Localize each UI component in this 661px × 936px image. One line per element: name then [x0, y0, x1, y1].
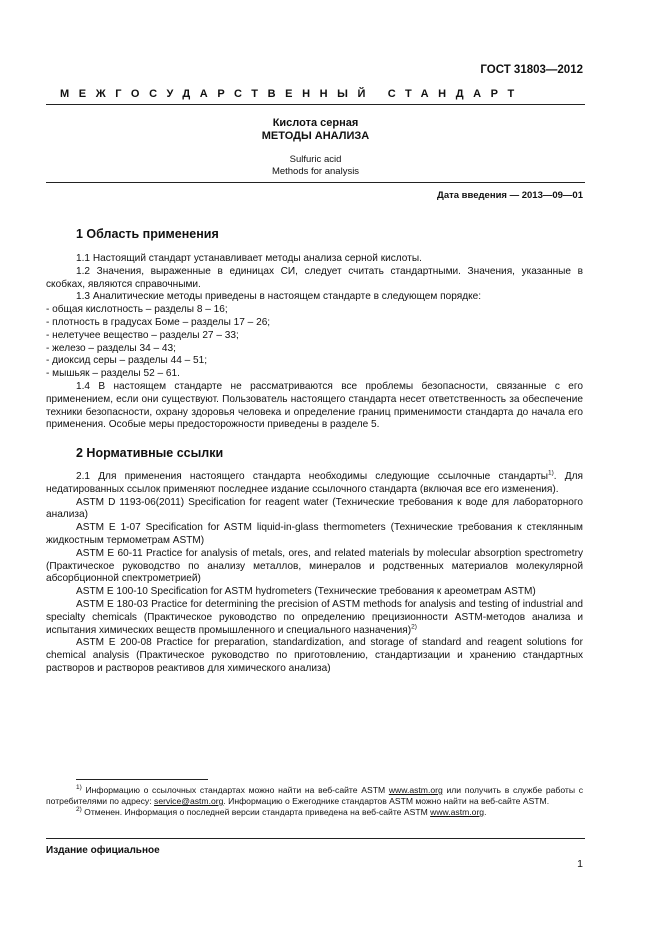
reference-item: ASTM D 1193-06(2011) Specification for reagent water (Технические требования к воде для лабораторного анализа): [46, 496, 583, 521]
reference-item: ASTM E 200-08 Practice for preparation, standardization, and storage of standard and reagent solutions for chemical analysis (Практическое руководство по приготовлению, стандартизации и хранению стандартных растворов и растворов реактивов для химического анализа): [46, 637, 583, 674]
reference-item: ASTM E 1-07 Specification for ASTM liquid-in-glass thermometers (Технические требования к стеклянным жидкостным термометрам ASTM): [46, 522, 583, 546]
paragraph-1-3: 1.3 Аналитические методы приведены в настоящем стандарте в следующем порядке:: [76, 291, 482, 303]
reference-item: ASTM E 180-03 Practice for determining the precision of ASTM methods for analysis and testing of industrial and specialty chemicals (Практическое руководство по определению прецизионности ASTM-методов анализа и испытания химических веществ промышленного и специального назначения)$^{2)}$: [46, 598, 583, 636]
introduction-date: Дата введения — 2013—09—01: [437, 190, 583, 201]
paragraph-1-2: 1.2 Значения, выраженные в единицах СИ, следует считать стандартными. Значения, указанные в скобках, являются справочными.: [46, 265, 583, 290]
title-en: Sulfuric acid: [289, 154, 342, 165]
page-number: 1: [577, 858, 583, 870]
title-rule: [46, 182, 585, 183]
title-ru: Кислота серная: [272, 117, 359, 129]
section-1-body: [46, 253, 583, 432]
section-2-body: [46, 471, 583, 676]
section-2-heading: 2 Нормативные ссылки: [76, 446, 224, 460]
list-item: - мышьяк – разделы 52 – 61.: [46, 368, 180, 380]
astm-website-link[interactable]: www.astm.org: [430, 807, 485, 817]
subtitle-en: Methods for analysis: [271, 166, 360, 177]
list-item: - нелетучее вещество – разделы 27 – 33;: [46, 329, 239, 341]
list-item: - общая кислотность – разделы 8 – 16;: [46, 304, 228, 316]
paragraph-2-1: 2.1 Для применения настоящего стандарта необходимы следующие ссылочные стандарты$^{1)}$. Для недатированных ссылок применяют последнее издание ссылочного стандарта (включая все его изменения).: [46, 469, 583, 495]
section-1-heading: 1 Область применения: [76, 227, 219, 241]
footnote-ref[interactable]: 1): [548, 469, 554, 477]
footnote-ref[interactable]: 2): [411, 623, 417, 631]
astm-website-link[interactable]: www.astm.org: [388, 785, 443, 795]
list-item: - плотность в градусах Боме – разделы 17 – 26;: [46, 316, 271, 328]
footnote-1: $^{1)}$ Информацию о ссылочных стандартах можно найти на веб-сайте ASTM www.astm.org или получить в службе работы с потребителями по адресу: service@astm.org. Информацию о Ежегоднике стандартов ASTM можно найти на веб-сайте ASTM.: [46, 784, 584, 806]
paragraph-1-1: 1.1 Настоящий стандарт устанавливает методы анализа серной кислоты.: [76, 253, 422, 264]
footnote-2: $^{2)}$ Отменен. Информация о последней версии стандарта приведена на веб-сайте ASTM www.astm.org.: [76, 806, 487, 817]
subtitle-ru: МЕТОДЫ АНАЛИЗА: [261, 130, 370, 142]
reference-item: ASTM E 60-11 Practice for analysis of metals, ores, and related materials by molecular absorption spectrometry (Практическое руководство по анализу металлов, минералов и родственных материалов молекулярной абсорбционной спектрометрией): [46, 547, 583, 585]
list-item: - диоксид серы – разделы 44 – 51;: [46, 355, 208, 367]
header-rule: [46, 104, 585, 105]
footnote-rule: [76, 779, 208, 780]
list-item: - железо – разделы 34 – 43;: [46, 342, 176, 354]
paragraph-1-4: 1.4 В настоящем стандарте не рассматриваются все проблемы безопасности, связанные с его применением, если они существуют. Пользователь настоящего стандарта несет ответственность за обеспечение техники безопасности, охрану здоровья человека и определение границ применимости стандарта до начала его применения. Особые меры предосторожности приведены в разделе 5.: [46, 380, 583, 431]
footnotes: [46, 785, 583, 818]
footer-rule: [46, 838, 585, 839]
document-code: ГОСТ 31803—2012: [480, 64, 583, 76]
reference-item: ASTM E 100-10 Specification for ASTM hydrometers (Технические требования к ареометрам ASTM): [76, 586, 536, 598]
interstate-standard-banner: МЕЖГОСУДАРСТВЕННЫЙ СТАНДАРТ: [60, 88, 524, 100]
astm-email-link[interactable]: service@astm.org: [154, 796, 224, 806]
official-edition-label: Издание официальное: [46, 845, 160, 856]
